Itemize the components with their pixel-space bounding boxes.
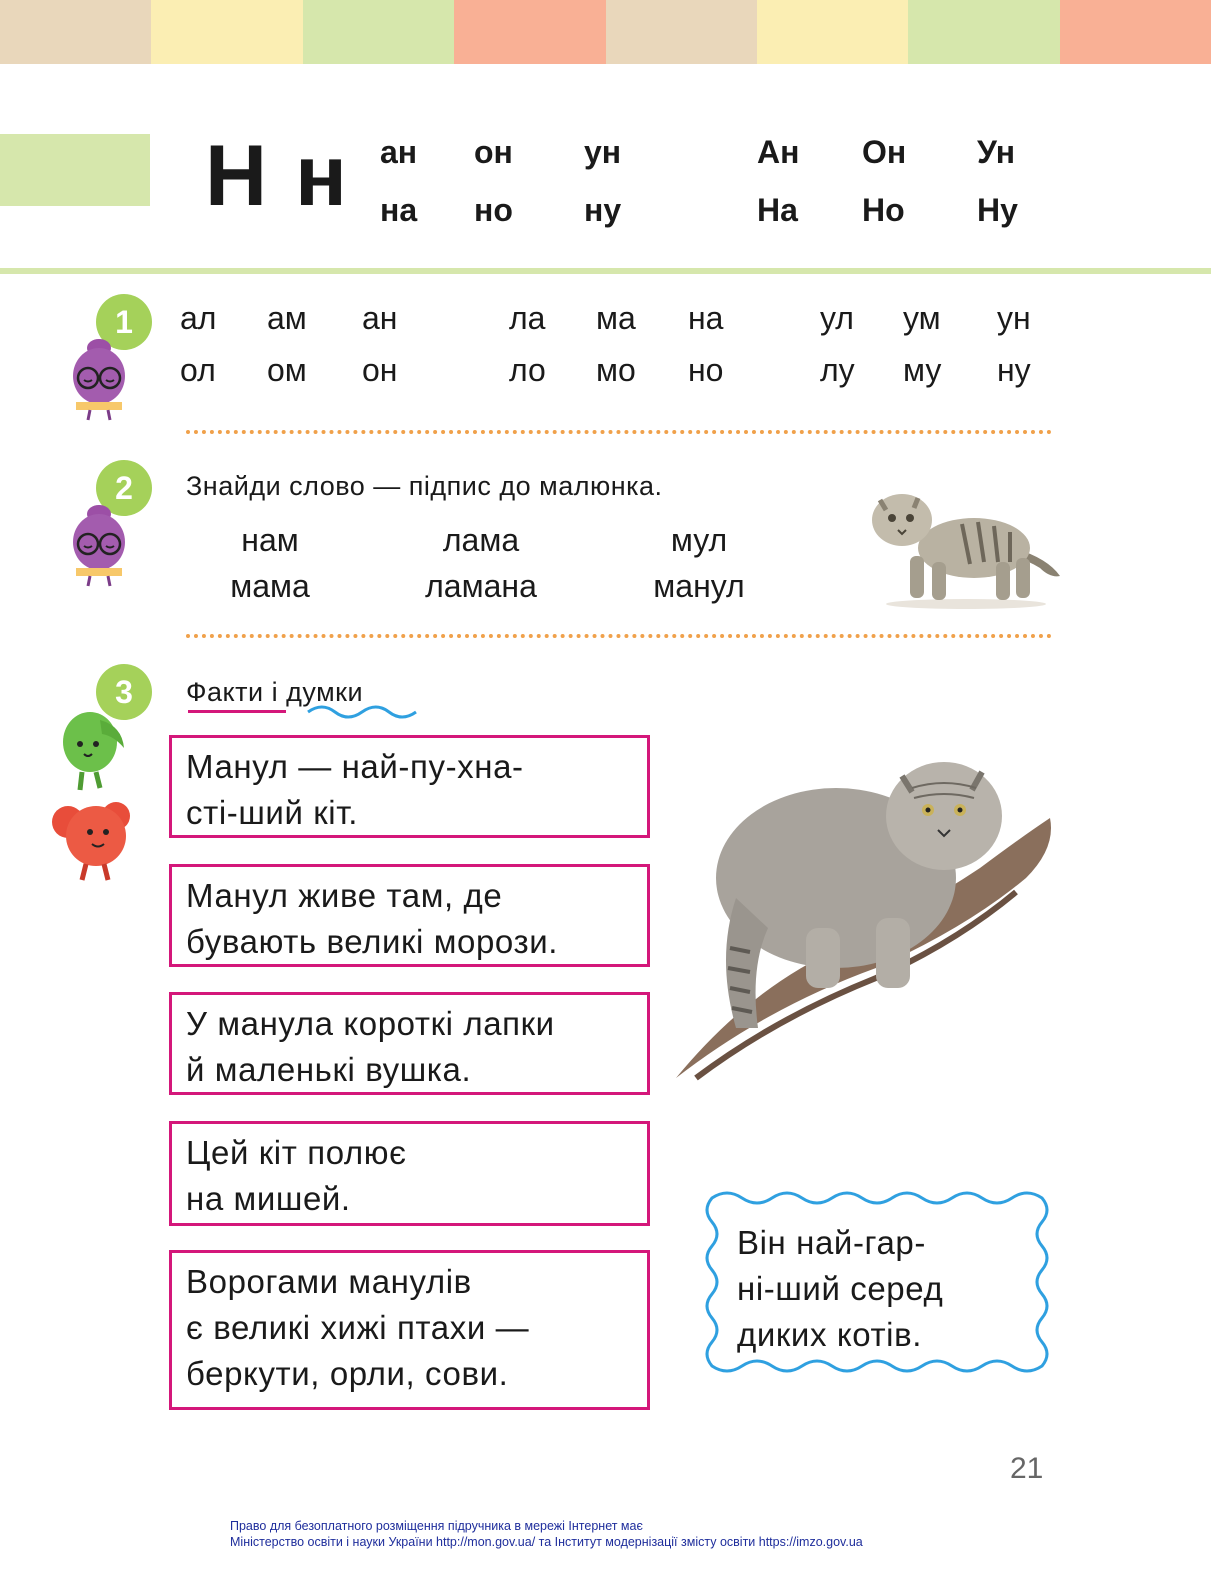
fact-line: Манул — най-пу-хна- <box>186 748 524 785</box>
word-option: лама <box>442 522 520 558</box>
syllable: ло <box>509 352 546 388</box>
syllable: ул <box>820 300 854 336</box>
strip-segment <box>454 0 605 64</box>
fact-box <box>169 735 650 838</box>
opinion-line: Він най-гар- <box>737 1224 926 1261</box>
syllable: он <box>474 134 513 170</box>
syllable: ан <box>362 300 398 336</box>
syllable: мо <box>596 352 636 388</box>
footer-line: Право для безоплатного розміщення підручника в мережі Інтернет має <box>230 1519 643 1533</box>
green-mascot-icon <box>60 706 130 796</box>
word-option: манул <box>653 568 745 604</box>
syllable: на <box>380 192 418 228</box>
opinions-wavy-underline <box>306 704 418 720</box>
syllable: на <box>688 300 724 336</box>
dotted-divider <box>186 430 1052 434</box>
opinions-label: думки <box>286 677 364 707</box>
manul-photo <box>676 748 1056 1088</box>
header-divider <box>0 268 1211 274</box>
syllable: ун <box>584 134 622 170</box>
syllable: ма <box>596 300 636 336</box>
exercise-number-badge: 3 <box>96 664 152 720</box>
syllable: Ну <box>977 192 1018 228</box>
fact-line: бувають великі морози. <box>186 923 559 960</box>
syllable: му <box>903 352 942 388</box>
exercise-instruction: Знайди слово — підпис до малюнка. <box>186 471 663 501</box>
red-mascot-icon <box>50 796 134 882</box>
syllable: ан <box>380 134 418 170</box>
fact-box <box>169 1250 650 1410</box>
syllable: ом <box>267 352 307 388</box>
syllable: ну <box>997 352 1031 388</box>
fact-line: Цей кіт полює <box>186 1134 407 1171</box>
footer-notice <box>230 1518 863 1550</box>
strip-segment <box>151 0 302 64</box>
fact-line: беркути, орли, сови. <box>186 1355 509 1392</box>
top-color-strip <box>0 0 1211 64</box>
word-option: ламана <box>425 568 537 604</box>
syllable: ну <box>584 192 622 228</box>
word-option: мама <box>230 568 310 604</box>
strip-segment <box>0 0 151 64</box>
syllable: он <box>362 352 398 388</box>
syllable: На <box>757 192 798 228</box>
strip-segment <box>908 0 1059 64</box>
facts-label: Факти <box>186 677 264 707</box>
fact-line: сті-ший кіт. <box>186 794 359 831</box>
syllable: Ун <box>977 134 1016 170</box>
fact-box <box>169 864 650 967</box>
syllable: Ан <box>757 134 800 170</box>
fact-line: й маленькі вушка. <box>186 1051 472 1088</box>
exercise-number-badge: 1 <box>96 294 152 350</box>
fact-line: Манул живе там, де <box>186 877 503 914</box>
owl-mascot-icon <box>66 334 132 422</box>
fact-line: У манула короткі лапки <box>186 1005 555 1042</box>
strip-segment <box>606 0 757 64</box>
exercise-number-badge: 2 <box>96 460 152 516</box>
syllable: ун <box>997 300 1031 336</box>
syllable: Он <box>862 134 907 170</box>
fact-line: є великі хижі птахи — <box>186 1309 530 1346</box>
footer-line: Міністерство освіти і науки України http://mon.gov.ua/ та Інститут модернізації змісту освіти https://imzo.gov.ua <box>230 1535 863 1549</box>
dotted-divider <box>186 634 1052 638</box>
and-label: і <box>271 677 279 707</box>
manul-illustration <box>866 486 1064 610</box>
strip-segment <box>757 0 908 64</box>
opinion-line: ні-ший серед <box>737 1270 944 1307</box>
facts-underline <box>188 710 286 713</box>
syllable: лу <box>820 352 855 388</box>
strip-segment <box>303 0 454 64</box>
word-option: мул <box>670 522 728 558</box>
fact-box <box>169 992 650 1095</box>
syllable: но <box>474 192 513 228</box>
opinion-text <box>737 1220 943 1358</box>
fact-box <box>169 1121 650 1226</box>
syllable: но <box>688 352 724 388</box>
page-number: 21 <box>1010 1452 1044 1485</box>
opinion-line: диких котів. <box>737 1316 923 1353</box>
owl-mascot-icon <box>66 500 132 588</box>
syllable: ла <box>509 300 546 336</box>
syllable: ум <box>903 300 941 336</box>
word-option: нам <box>241 522 299 558</box>
fact-line: на мишей. <box>186 1180 351 1217</box>
syllable: Но <box>862 192 905 228</box>
header-left-tab <box>0 134 150 206</box>
letter-title: Н н <box>205 128 349 224</box>
syllable: ал <box>180 300 217 336</box>
fact-line: Ворогами манулів <box>186 1263 472 1300</box>
syllable: ам <box>267 300 307 336</box>
syllable: ол <box>180 352 216 388</box>
strip-segment <box>1060 0 1211 64</box>
